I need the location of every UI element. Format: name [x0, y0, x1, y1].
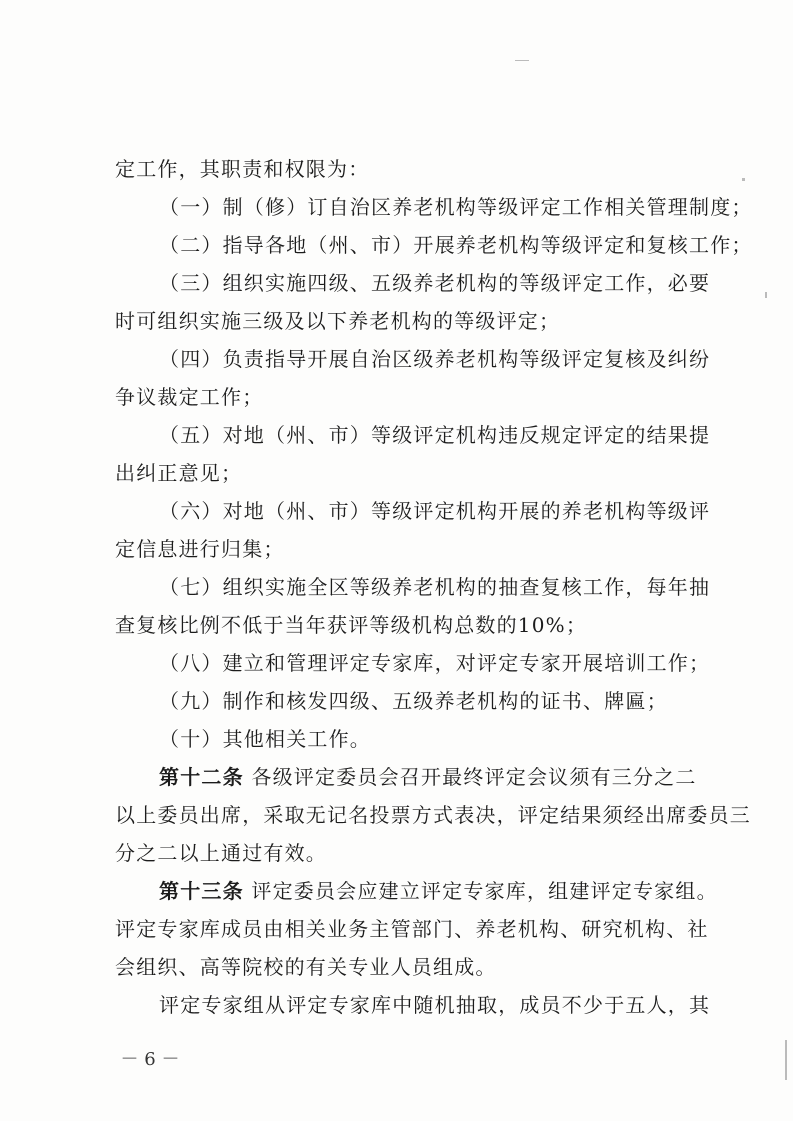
text-line	[115, 834, 715, 872]
text-line	[115, 986, 715, 1024]
line-text: （九）制作和核发四级、五级养老机构的证书、牌匾；	[159, 689, 668, 713]
line-text: 定信息进行归集；	[115, 537, 285, 561]
line-text: （十）其他相关工作。	[159, 727, 371, 751]
line-text: 定工作，其职责和权限为：	[115, 157, 370, 181]
line-text: 评定专家库成员由相关业务主管部门、养老机构、研究机构、社	[115, 917, 709, 941]
text-line	[115, 910, 715, 948]
text-line	[115, 188, 753, 226]
text-line	[115, 264, 715, 302]
line-text: 时可组织实施三级及以下养老机构的等级评定；	[115, 309, 561, 333]
line-text: （八）建立和管理评定专家库，对评定专家开展培训工作；	[159, 651, 711, 675]
text-line	[115, 416, 715, 454]
text-line	[115, 796, 751, 834]
line-text: （二）指导各地（州、市）开展养老机构等级评定和复核工作；	[159, 233, 753, 257]
line-text: 分之二以上通过有效。	[115, 841, 327, 865]
text-line	[115, 606, 715, 644]
article-heading: 第十三条	[159, 879, 244, 903]
line-text: （一）制（修）订自治区养老机构等级评定工作相关管理制度；	[159, 195, 753, 219]
line-text: 查复核比例不低于当年获评等级机构总数的10%；	[115, 613, 588, 637]
text-line	[115, 454, 715, 492]
text-line	[115, 150, 715, 188]
text-line	[115, 530, 715, 568]
line-text: 评定委员会应建立评定专家库，组建评定专家组。	[243, 879, 718, 903]
text-line	[115, 378, 715, 416]
text-line	[115, 226, 753, 264]
text-line	[115, 302, 715, 340]
text-line	[115, 758, 715, 796]
line-text: 争议裁定工作；	[115, 385, 264, 409]
scan-speck	[785, 1040, 787, 1080]
text-line	[115, 720, 715, 758]
line-text: 以上委员出席，采取无记名投票方式表决，评定结果须经出席委员三	[115, 803, 751, 827]
line-text: （六）对地（州、市）等级评定机构开展的养老机构等级评	[159, 499, 711, 523]
body-text	[115, 150, 753, 1024]
line-text: 各级评定委员会召开最终评定会议须有三分之二	[243, 765, 697, 789]
line-text: （五）对地（州、市）等级评定机构违反规定评定的结果提	[159, 423, 711, 447]
line-text: 评定专家组从评定专家库中随机抽取，成员不少于五人，其	[159, 993, 711, 1017]
line-text: 出纠正意见；	[115, 461, 243, 485]
article-heading: 第十二条	[159, 765, 244, 789]
scan-speck	[742, 178, 745, 181]
text-line	[115, 872, 718, 910]
text-line	[115, 568, 715, 606]
text-line	[115, 644, 715, 682]
text-line	[115, 948, 715, 986]
line-text: （七）组织实施全区等级养老机构的抽查复核工作，每年抽	[159, 575, 711, 599]
line-text: 会组织、高等院校的有关专业人员组成。	[115, 955, 497, 979]
text-line	[115, 682, 715, 720]
line-text: （三）组织实施四级、五级养老机构的等级评定工作，必要	[159, 271, 711, 295]
text-line	[115, 492, 715, 530]
page-number: － 6 －	[120, 1049, 180, 1070]
text-line	[115, 340, 715, 378]
line-text: （四）负责指导开展自治区级养老机构等级评定复核及纠纷	[159, 347, 711, 371]
scan-speck	[515, 60, 529, 61]
scan-speck	[765, 292, 767, 298]
